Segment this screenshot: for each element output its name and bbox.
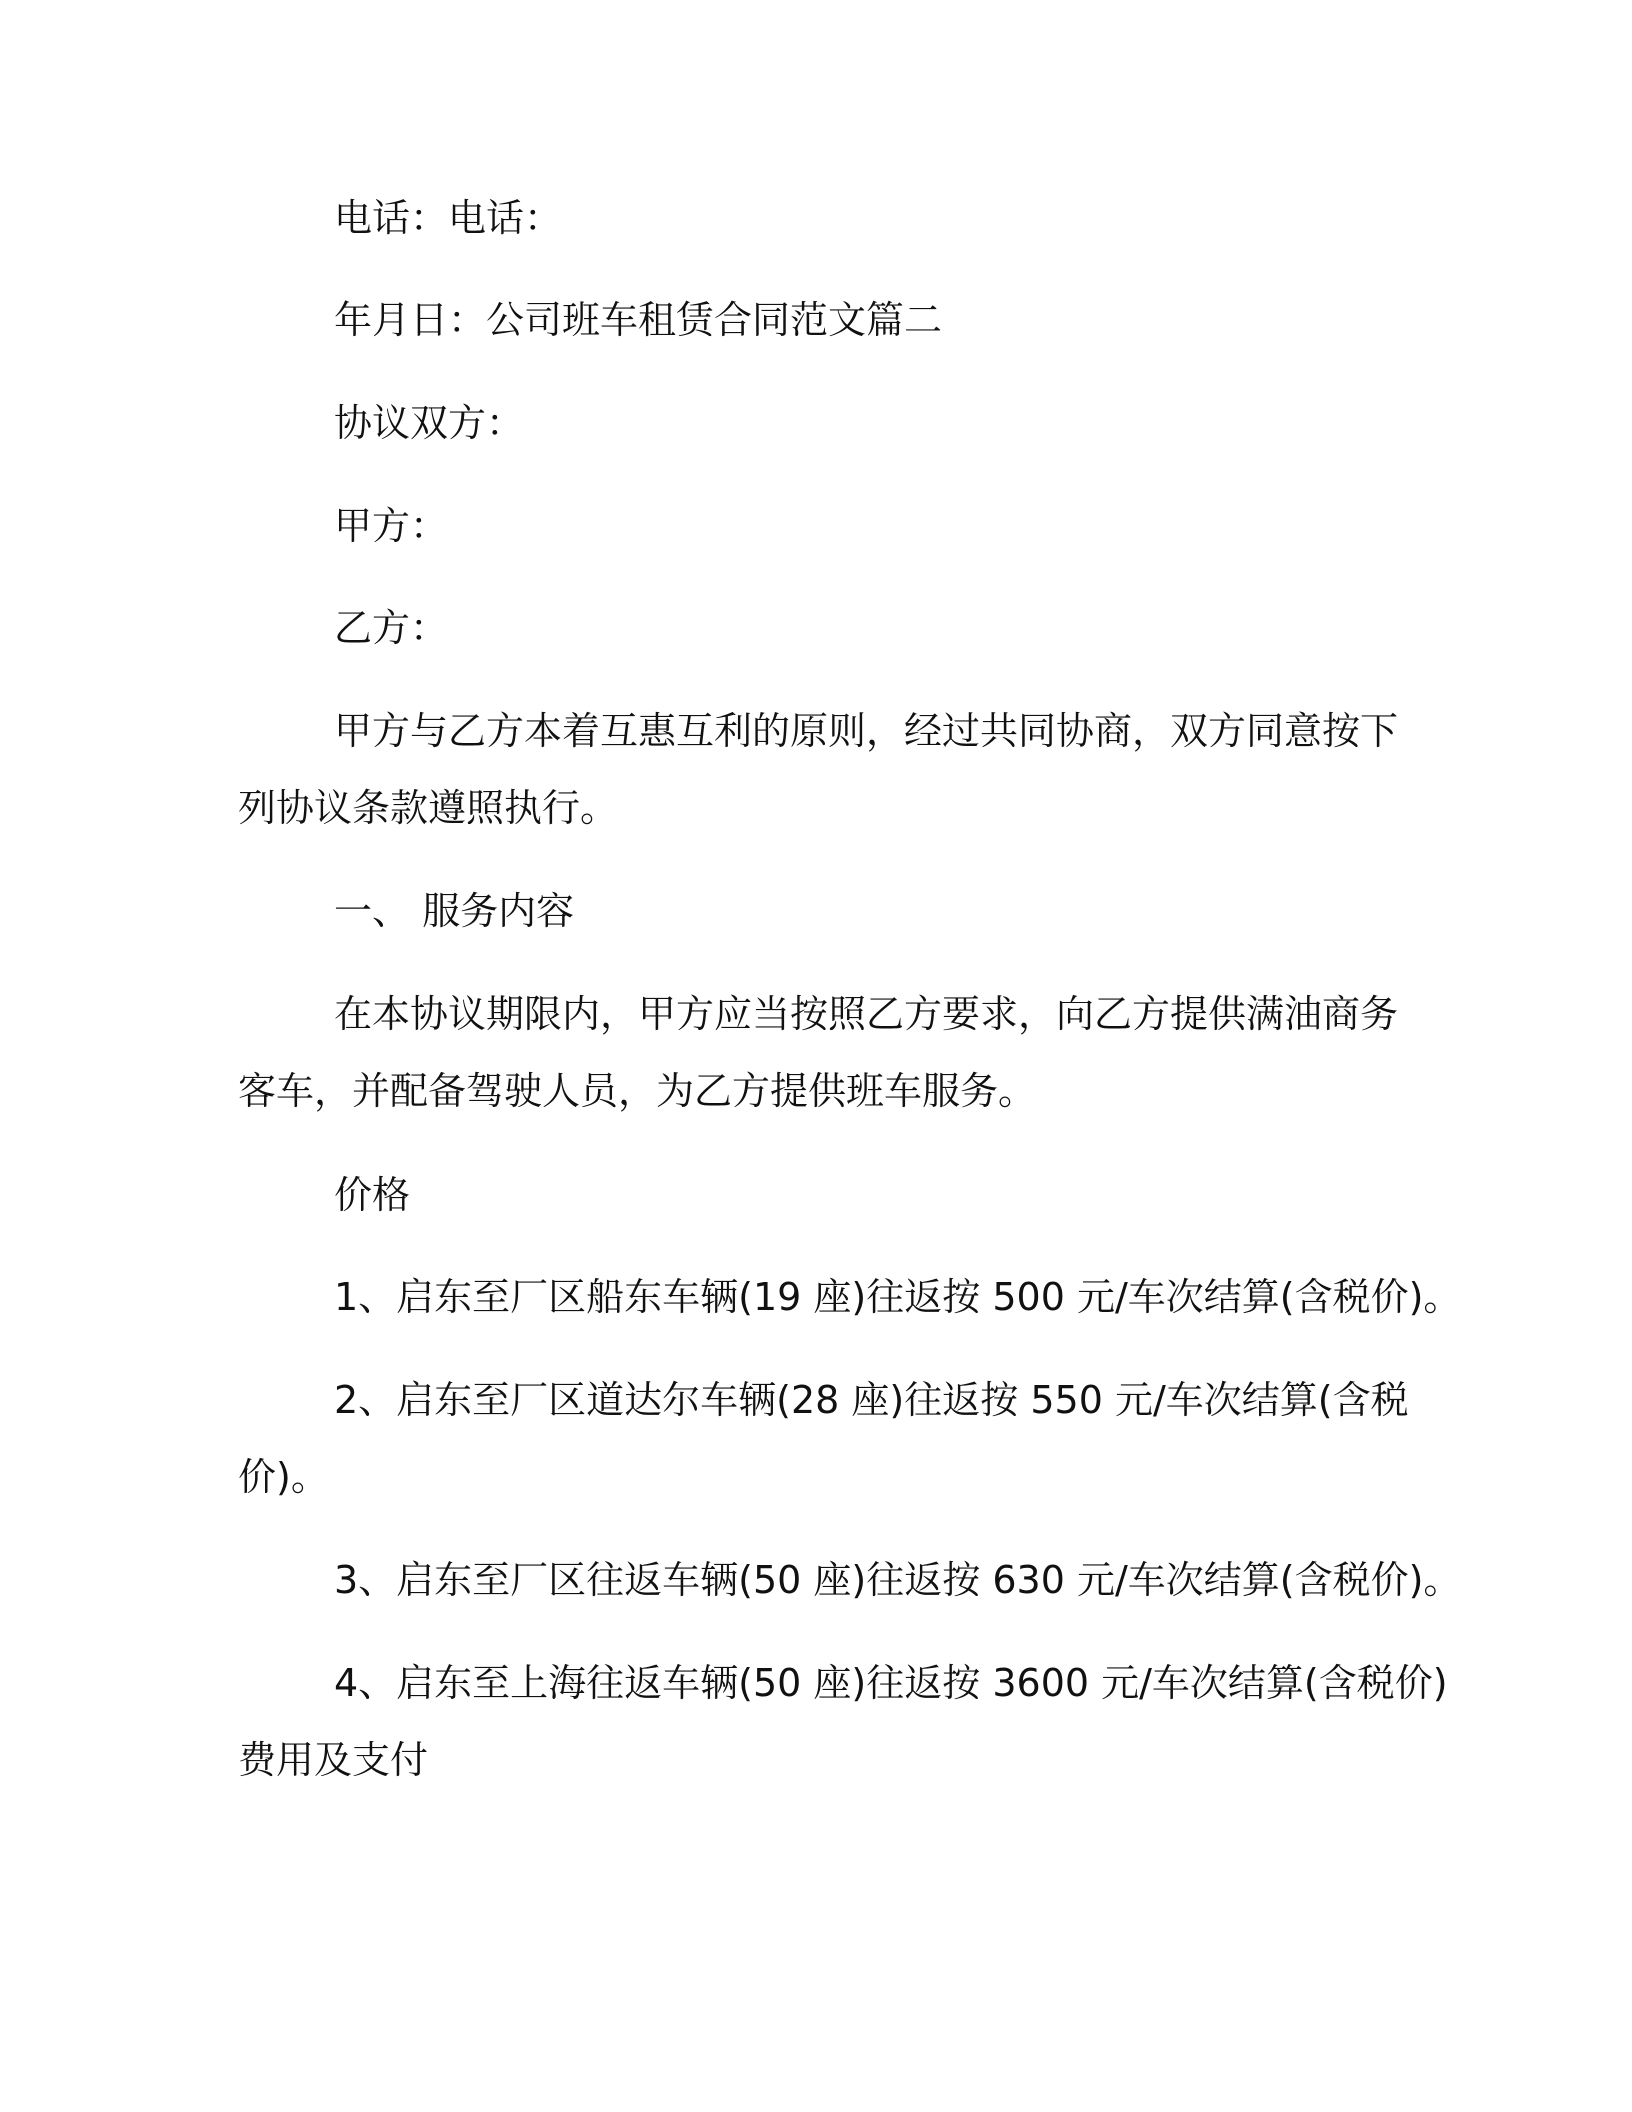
party-a-line: 甲方： [334, 504, 449, 548]
price-item-2: 2、启东至厂区道达尔车辆(28 座)往返按 550 元/车次结算(含税 价)。 [238, 1378, 1409, 1499]
price-item-1: 1、启东至厂区船东车辆(19 座)往返按 500 元/车次结算(含税价)。 [334, 1275, 1462, 1319]
fees-heading: 费用及支付 [238, 1738, 429, 1782]
service-paragraph: 在本协议期限内，甲方应当按照乙方要求，向乙方提供满油商务 客车，并配备驾驶人员，为乙方提供班车服务。 [238, 992, 1399, 1113]
date-title-line: 年月日：公司班车租赁合同范文篇二 [334, 298, 943, 342]
intro-paragraph: 甲方与乙方本着互惠互利的原则，经过共同协商，双方同意按下 列协议条款遵照执行。 [238, 709, 1399, 830]
party-b-line: 乙方： [334, 606, 449, 650]
price-item-4: 4、启东至上海往返车辆(50 座)往返按 3600 元/车次结算(含税价) 费用及支付 [238, 1645, 1398, 1799]
section-heading-service: 一、 服务内容 [334, 889, 575, 933]
price-heading: 价格 [334, 1173, 411, 1217]
parties-line: 协议双方： [334, 401, 525, 445]
phone-line: 电话：电话： [334, 196, 563, 240]
price-item-3: 3、启东至厂区往返车辆(50 座)往返按 630 元/车次结算(含税价)。 [334, 1558, 1462, 1602]
